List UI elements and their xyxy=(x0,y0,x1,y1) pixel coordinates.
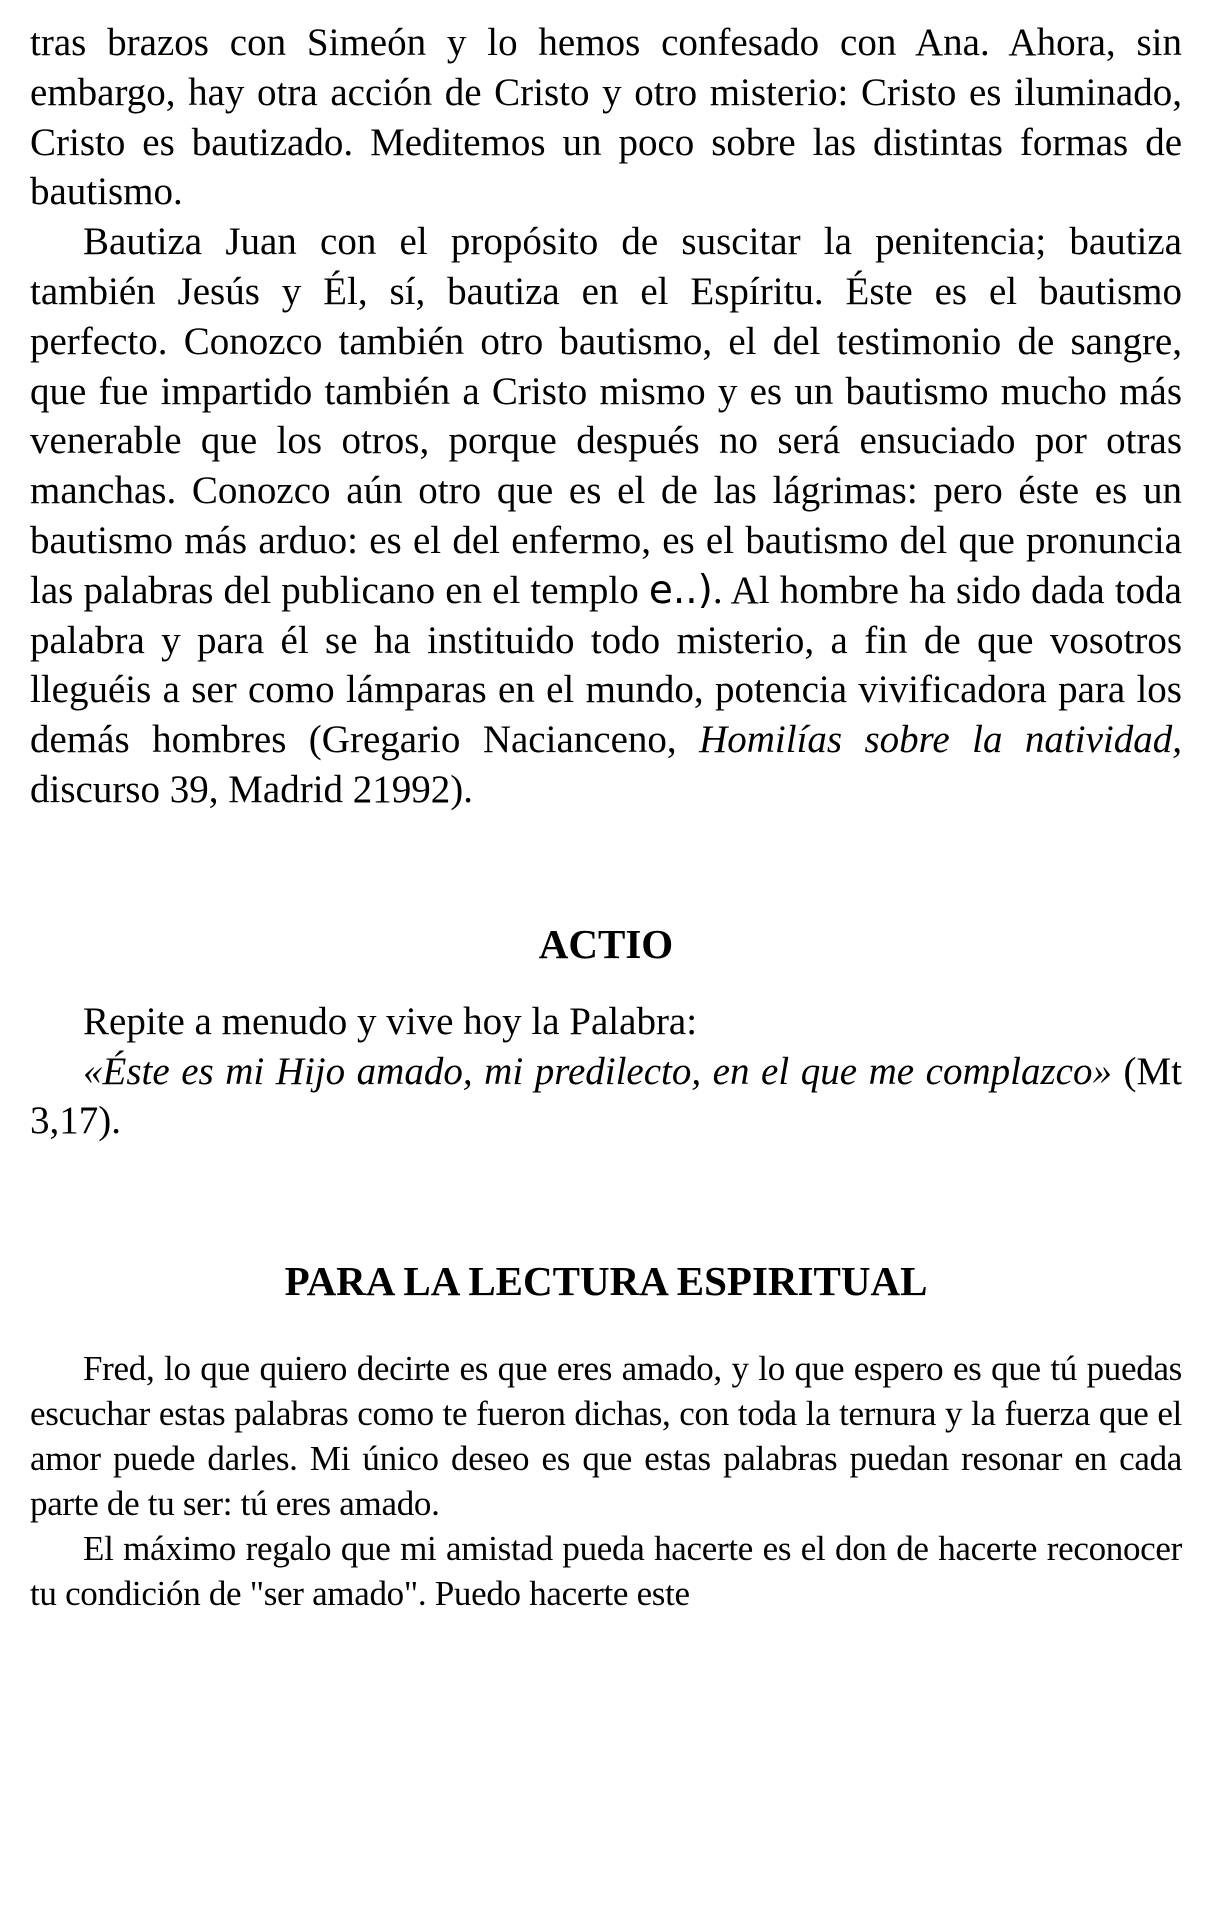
paragraph-text: tras brazos con Simeón y lo hemos confesado con Ana. Ahora, sin embargo, hay otra acción de Cristo y otro misterio: Cristo es iluminado, Cristo es bautizado. Meditemos un poco sobre las distintas formas de bautismo. xyxy=(30,21,1182,214)
page-content xyxy=(30,18,1182,1616)
scripture-quote: «Éste es mi Hijo amado, mi predilecto, en el que me complazco» xyxy=(83,1049,1112,1093)
citation: discurso 39, Madrid 21992). xyxy=(30,767,474,811)
lectura-paragraph-2: El máximo regalo que mi amistad pueda hacerte es el don de hacerte reconocer tu condición de "ser amado". Puedo hacerte este xyxy=(30,1529,1182,1614)
actio-quote xyxy=(30,1047,1182,1147)
scripture-reference: (Mt 3,17). xyxy=(30,1049,1183,1143)
lectura-paragraph-1: Fred, lo que quiero decirte es que eres amado, y lo que espero es que tú puedas escuchar estas palabras como te fueron dichas, con toda la ternura y la fuerza que el amor puede darles. Mi único deseo es que estas palabras puedan resonar en cada parte de tu ser: tú eres amado. xyxy=(30,1349,1182,1524)
paragraph-text: Bautiza Juan con el propósito de suscitar la penitencia; bautiza también Jesús y Él, sí, bautiza en el Espíritu. Éste es el bautismo perfecto. Conozco también otro bautismo, el del testimonio de sangre, que fue impartido también a Cristo mismo y es un bautismo mucho más venerable que los otros, porque después no será ensuciado por otras manchas. Conozco aún otro que es el de las lágrimas: pero éste es un bautismo más arduo: es el del enfermo, es el bautismo del que pronuncia las palabras del publicano en el templo xyxy=(30,220,1182,612)
actio-instruction xyxy=(30,997,1182,1047)
paragraph-homily-intro xyxy=(30,18,1182,217)
section-heading-actio: ACTIO xyxy=(538,920,674,967)
handwritten-mark: e..) xyxy=(648,567,713,613)
paragraph-baptism-forms xyxy=(30,217,1182,815)
actio-line: Repite a menudo y vive hoy la Palabra: xyxy=(83,999,698,1043)
work-title: Homilías sobre la natividad, xyxy=(699,718,1182,762)
section-heading-lectura: PARA LA LECTURA ESPIRITUAL xyxy=(284,1258,928,1305)
paragraph-text: . Al hombre ha sido dada toda palabra y para él se ha instituido todo misterio, a fin de que vosotros lleguéis a ser como lámparas en el mundo, potencia vivificadora para los demás hombres (Gregario Nacianceno, xyxy=(30,568,1182,762)
